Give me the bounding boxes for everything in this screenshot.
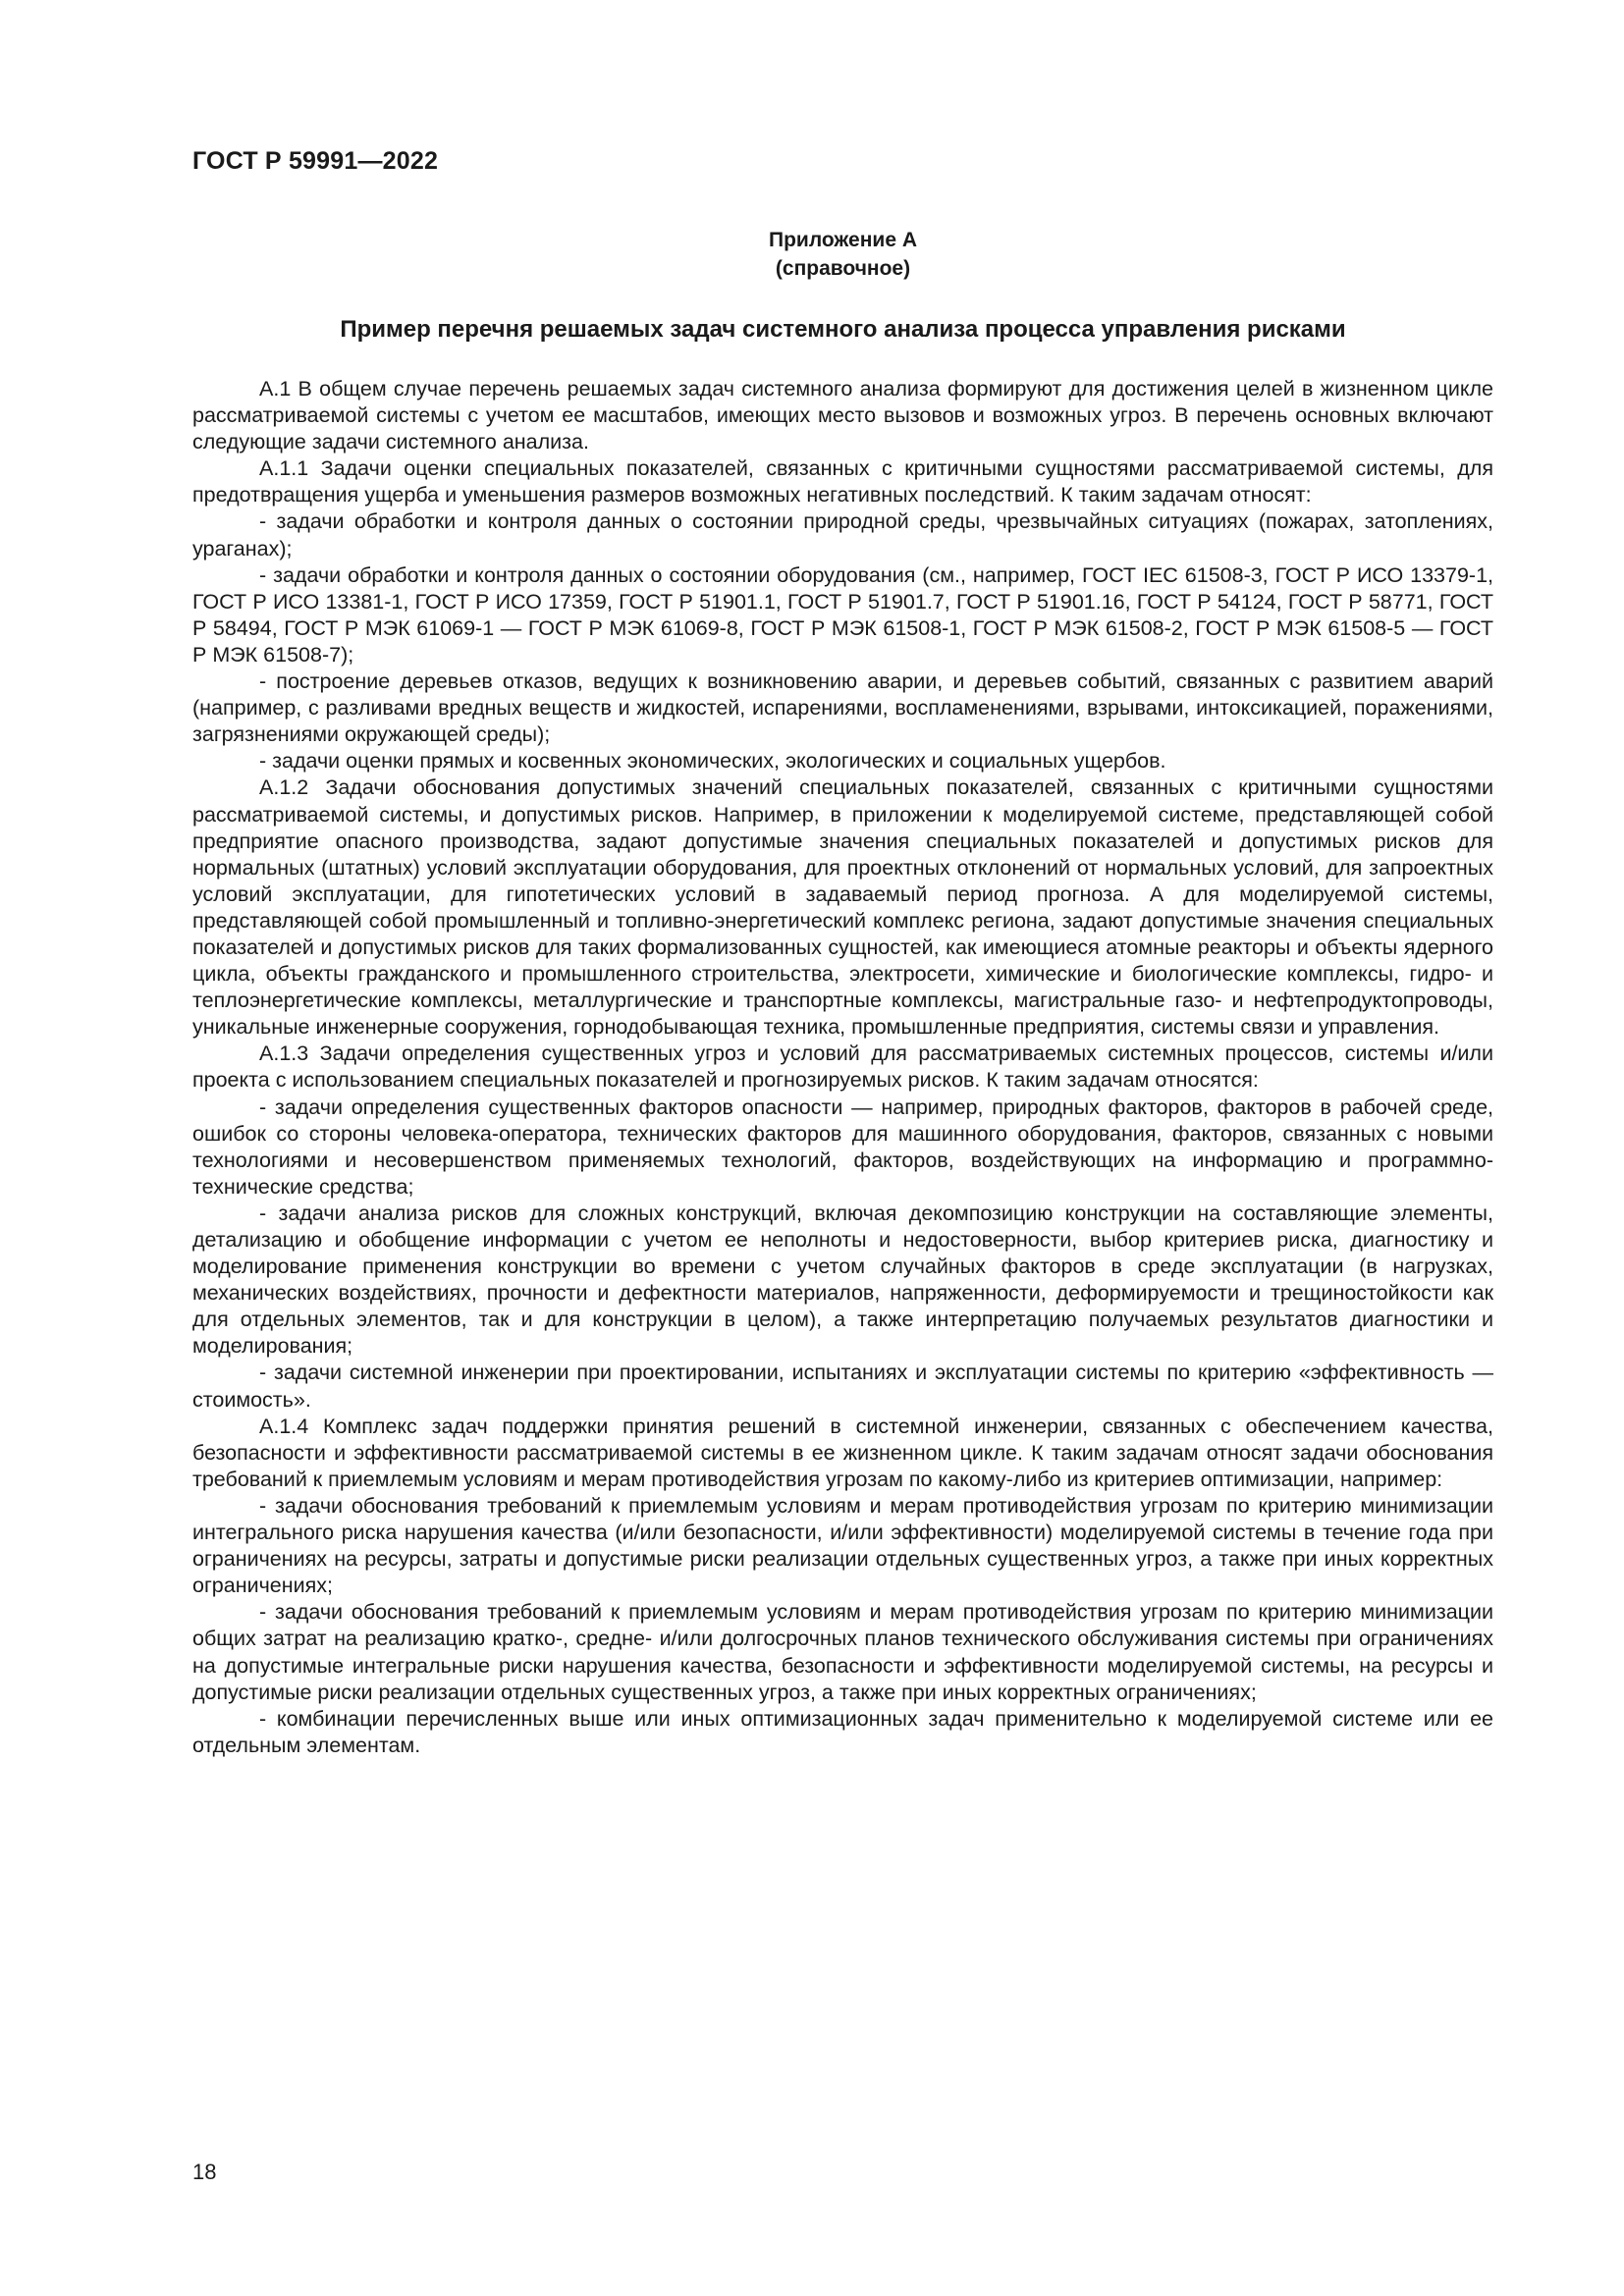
list-item: - построение деревьев отказов, ведущих к возникновению аварии, и деревьев событий, связанных с развитием аварий (например, с разливами вредных веществ и жидкостей, испарениями, воспламенениями, взрывами, интоксикацией, поражениями, загрязнениями окружающей среды);: [192, 669, 1493, 747]
list-item: - задачи анализа рисков для сложных конструкций, включая декомпозицию конструкции на составляющие элементы, детализацию и обобщение информации с учетом ее неполноты и недостоверности, выбор критериев риска, диагностику и моделирование применения конструкции во времени с учетом случайных факторов в среде эксплуатации (в нагрузках, механических воздействиях, прочности и дефектности материалов, напряженности, деформируемости и трещиностойкости как для отдельных элементов, так и для конструкции в целом), а также интерпретацию получаемых результатов диагностики и моделирования;: [192, 1201, 1493, 1359]
list-item: - задачи обработки и контроля данных о состоянии оборудования (см., например, ГОСТ IEC 61508-3, ГОСТ Р ИСО 13379-1, ГОСТ Р ИСО 13381-1, ГОСТ Р ИСО 17359, ГОСТ Р 51901.1, ГОСТ Р 51901.7, ГОСТ Р 51901.16, ГОСТ Р 54124, ГОСТ Р 58771, ГОСТ Р 58494, ГОСТ Р МЭК 61069-1 — ГОСТ Р МЭК 61069-8, ГОСТ Р МЭК 61508-1, ГОСТ Р МЭК 61508-2, ГОСТ Р МЭК 61508-5 — ГОСТ Р МЭК 61508-7);: [192, 562, 1493, 667]
document-body: [192, 376, 1493, 1759]
list-item: - задачи системной инженерии при проектировании, испытаниях и эксплуатации системы по критерию «эффективность — стоимость».: [192, 1361, 1493, 1412]
page-number: 18: [192, 2160, 217, 2184]
list-item: - задачи оценки прямых и косвенных экономических, экологических и социальных ущербов.: [259, 749, 1166, 774]
list-item: - задачи обработки и контроля данных о состоянии природной среды, чрезвычайных ситуациях (пожарах, затоплениях, ураганах);: [192, 509, 1493, 561]
appendix-heading: [192, 226, 1493, 283]
appendix-type: (справочное): [775, 257, 911, 280]
paragraph: А.1.3 Задачи определения существенных угроз и условий для рассматриваемых системных процессов, системы и/или проекта с использованием специальных показателей и прогнозируемых рисков. К таким задачам относятся:: [192, 1041, 1493, 1093]
paragraph: А.1.4 Комплекс задач поддержки принятия решений в системной инженерии, связанных с обеспечением качества, безопасности и эффективности рассматриваемой системы в ее жизненном цикле. К таким задачам относят задачи обоснования требований к приемлемым условиям и мерам противодействия угрозам по какому-либо из критериев оптимизации, например:: [192, 1414, 1493, 1491]
document-header: ГОСТ Р 59991—2022: [192, 147, 439, 175]
paragraph: А.1 В общем случае перечень решаемых задач системного анализа формируют для достижения целей в жизненном цикле рассматриваемой системы с учетом ее масштабов, имеющих место вызовов и возможных угроз. В перечень основных включают следующие задачи системного анализа.: [192, 377, 1493, 454]
list-item: - задачи обоснования требований к приемлемым условиям и мерам противодействия угрозам по критерию минимизации интегрального риска нарушения качества (и/или безопасности, и/или эффективности) моделируемой системы в течение года при ограничениях на ресурсы, затраты и допустимые риски реализации отдельных существенных угроз, а также при иных корректных ограничениях;: [192, 1493, 1493, 1598]
appendix-label: Приложение А: [768, 229, 917, 251]
section-title: Пример перечня решаемых задач системного анализа процесса управления рисками: [340, 316, 1346, 343]
list-item: - задачи определения существенных факторов опасности — например, природных факторов, факторов в рабочей среде, ошибок со стороны человека-оператора, технических факторов для машинного оборудования, факторов, связанных с новыми технологиями и несовершенством применяемых технологий, факторов, воздействующих на информацию и программно-технические средства;: [192, 1095, 1493, 1199]
list-item: - комбинации перечисленных выше или иных оптимизационных задач применительно к моделируемой системе или ее отдельным элементам.: [192, 1706, 1493, 1757]
paragraph: А.1.1 Задачи оценки специальных показателей, связанных с критичными сущностями рассматриваемой системы, для предотвращения ущерба и уменьшения размеров возможных негативных последствий. К таким задачам относят:: [192, 456, 1493, 507]
list-item: - задачи обоснования требований к приемлемым условиям и мерам противодействия угрозам по критерию минимизации общих затрат на реализацию кратко-, средне- и/или долгосрочных планов технического обслуживания системы при ограничениях на допустимые интегральные риски нарушения качества, безопасности и эффективности моделируемой системы, на ресурсы и допустимые риски реализации отдельных существенных угроз, а также при иных корректных ограничениях;: [192, 1600, 1493, 1704]
paragraph: А.1.2 Задачи обоснования допустимых значений специальных показателей, связанных с критичными сущностями рассматриваемой системы, и допустимых рисков. Например, в приложении к моделируемой системе, представляющей собой предприятие опасного производства, задают допустимые значения специальных показателей и допустимых рисков для нормальных (штатных) условий эксплуатации оборудования, для проектных отклонений от нормальных условий, для запроектных условий эксплуатации, для гипотетических условий в задаваемый период прогноза. А для моделируемой системы, представляющей собой промышленный и топливно-энергетический комплекс региона, задают допустимые значения специальных показателей и допустимых рисков для таких формализованных сущностей, как имеющиеся атомные реакторы и объекты ядерного цикла, объекты гражданского и промышленного строительства, электросети, химические и биологические комплексы, гидро- и теплоэнергетические комплексы, металлургические и транспортные комплексы, магистральные газо- и нефтепродуктопроводы, уникальные инженерные сооружения, горнодобывающая техника, промышленные предприятия, системы связи и управления.: [192, 775, 1493, 1040]
